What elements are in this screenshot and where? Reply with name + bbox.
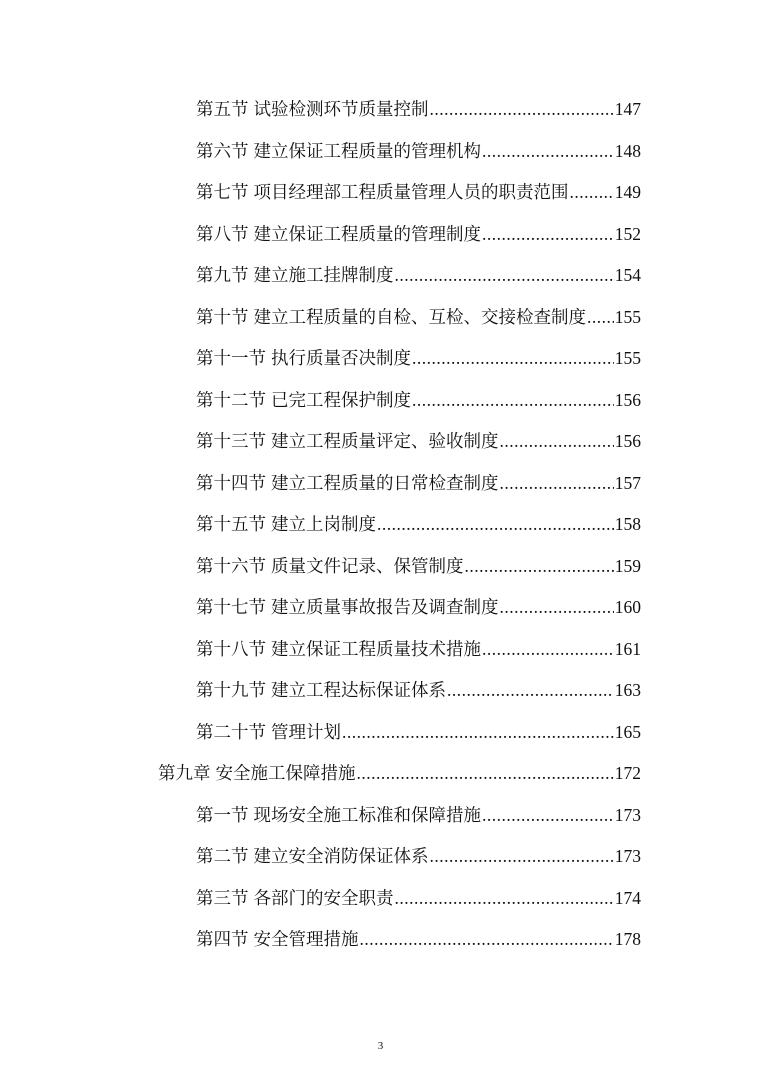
toc-entry[interactable] bbox=[196, 721, 641, 743]
toc-entry[interactable] bbox=[196, 389, 641, 411]
entry-page: 156 bbox=[614, 390, 641, 410]
entry-page: 172 bbox=[614, 763, 641, 783]
entry-title: 各部门的安全职责 bbox=[253, 888, 394, 908]
entry-number: 第二节 bbox=[196, 846, 249, 866]
dot-leader bbox=[430, 845, 614, 867]
toc-entry[interactable] bbox=[196, 181, 641, 203]
entry-title: 建立工程质量的自检、互检、交接检查制度 bbox=[253, 307, 586, 327]
entry-page: 147 bbox=[614, 99, 641, 119]
entry-number: 第三节 bbox=[196, 888, 249, 908]
toc-entry[interactable] bbox=[196, 513, 641, 535]
entry-number: 第四节 bbox=[196, 929, 249, 949]
entry-title: 已完工程保护制度 bbox=[271, 390, 411, 410]
entry-title: 建立安全消防保证体系 bbox=[253, 846, 429, 866]
entry-page: 161 bbox=[614, 639, 641, 659]
dot-leader bbox=[412, 347, 614, 369]
toc-entry[interactable] bbox=[196, 347, 641, 369]
entry-page: 173 bbox=[614, 805, 641, 825]
entry-page: 149 bbox=[614, 182, 641, 202]
toc-entry[interactable] bbox=[196, 306, 641, 328]
entry-page: 173 bbox=[614, 846, 641, 866]
entry-title: 建立工程达标保证体系 bbox=[271, 680, 446, 700]
toc-entry[interactable] bbox=[196, 264, 641, 286]
entry-title: 建立工程质量的日常检查制度 bbox=[271, 473, 499, 493]
toc-entry[interactable] bbox=[196, 98, 641, 120]
entry-number: 第八节 bbox=[196, 224, 249, 244]
dot-leader bbox=[377, 513, 614, 535]
entry-page: 156 bbox=[614, 431, 641, 451]
entry-title: 建立工程质量评定、验收制度 bbox=[271, 431, 499, 451]
entry-number: 第九节 bbox=[196, 265, 249, 285]
entry-title: 试验检测环节质量控制 bbox=[253, 99, 429, 119]
entry-page: 148 bbox=[614, 141, 641, 161]
dot-leader bbox=[342, 721, 614, 743]
dot-leader bbox=[482, 638, 614, 660]
dot-leader bbox=[482, 140, 614, 162]
entry-page: 159 bbox=[614, 556, 641, 576]
dot-leader bbox=[482, 804, 614, 826]
entry-page: 178 bbox=[614, 929, 641, 949]
toc-entry[interactable] bbox=[196, 638, 641, 660]
dot-leader bbox=[465, 555, 614, 577]
entry-title: 现场安全施工标准和保障措施 bbox=[253, 805, 481, 825]
toc-entry[interactable] bbox=[196, 596, 641, 618]
entry-title: 管理计划 bbox=[271, 722, 341, 742]
toc-entry[interactable] bbox=[196, 140, 641, 162]
entry-title: 建立质量事故报告及调查制度 bbox=[271, 597, 499, 617]
dot-leader bbox=[430, 98, 614, 120]
entry-number: 第十节 bbox=[196, 307, 249, 327]
toc-chapter-entry[interactable] bbox=[158, 762, 641, 784]
entry-page: 158 bbox=[614, 514, 641, 534]
toc-entry[interactable] bbox=[196, 430, 641, 452]
entry-title: 质量文件记录、保管制度 bbox=[271, 556, 464, 576]
toc-entry[interactable] bbox=[196, 555, 641, 577]
entry-title: 执行质量否决制度 bbox=[271, 348, 411, 368]
entry-title: 建立保证工程质量的管理制度 bbox=[253, 224, 481, 244]
entry-title: 建立保证工程质量的管理机构 bbox=[253, 141, 481, 161]
entry-page: 155 bbox=[614, 307, 641, 327]
toc-entry[interactable] bbox=[196, 845, 641, 867]
entry-page: 157 bbox=[614, 473, 641, 493]
entry-number: 第十八节 bbox=[196, 639, 266, 659]
entry-title: 安全施工保障措施 bbox=[215, 763, 356, 783]
toc-entry[interactable] bbox=[196, 679, 641, 701]
dot-leader bbox=[482, 223, 614, 245]
entry-number: 第十五节 bbox=[196, 514, 266, 534]
entry-title: 项目经理部工程质量管理人员的职责范围 bbox=[253, 182, 569, 202]
entry-page: 155 bbox=[614, 348, 641, 368]
dot-leader bbox=[447, 679, 614, 701]
toc-entry[interactable] bbox=[196, 223, 641, 245]
entry-number: 第五节 bbox=[196, 99, 249, 119]
toc-entry[interactable] bbox=[196, 472, 641, 494]
entry-number: 第十九节 bbox=[196, 680, 266, 700]
entry-page: 163 bbox=[614, 680, 641, 700]
dot-leader bbox=[500, 430, 614, 452]
entry-number: 第二十节 bbox=[196, 722, 266, 742]
entry-number: 第六节 bbox=[196, 141, 249, 161]
entry-title: 建立施工挂牌制度 bbox=[253, 265, 394, 285]
entry-title: 安全管理措施 bbox=[253, 929, 359, 949]
entry-number: 第十三节 bbox=[196, 431, 266, 451]
entry-number: 第十七节 bbox=[196, 597, 266, 617]
dot-leader bbox=[570, 181, 614, 203]
dot-leader bbox=[395, 264, 614, 286]
dot-leader bbox=[587, 306, 614, 328]
dot-leader bbox=[395, 887, 614, 909]
dot-leader bbox=[412, 389, 614, 411]
toc-entry[interactable] bbox=[196, 887, 641, 909]
entry-page: 160 bbox=[614, 597, 641, 617]
entry-page: 165 bbox=[614, 722, 641, 742]
entry-page: 174 bbox=[614, 888, 641, 908]
entry-page: 152 bbox=[614, 224, 641, 244]
entry-number: 第十一节 bbox=[196, 348, 266, 368]
entry-number: 第十六节 bbox=[196, 556, 266, 576]
entry-number: 第十二节 bbox=[196, 390, 266, 410]
entry-title: 建立保证工程质量技术措施 bbox=[271, 639, 481, 659]
entry-number: 第七节 bbox=[196, 182, 249, 202]
dot-leader bbox=[500, 596, 614, 618]
dot-leader bbox=[500, 472, 614, 494]
entry-number: 第一节 bbox=[196, 805, 249, 825]
dot-leader bbox=[357, 762, 614, 784]
entry-title: 建立上岗制度 bbox=[271, 514, 376, 534]
entry-number: 第九章 bbox=[158, 763, 211, 783]
toc-entry[interactable] bbox=[196, 804, 641, 826]
toc-entry[interactable] bbox=[196, 928, 641, 950]
entry-page: 154 bbox=[614, 265, 641, 285]
page-number: 3 bbox=[377, 1040, 384, 1052]
entry-number: 第十四节 bbox=[196, 473, 266, 493]
dot-leader bbox=[360, 928, 614, 950]
